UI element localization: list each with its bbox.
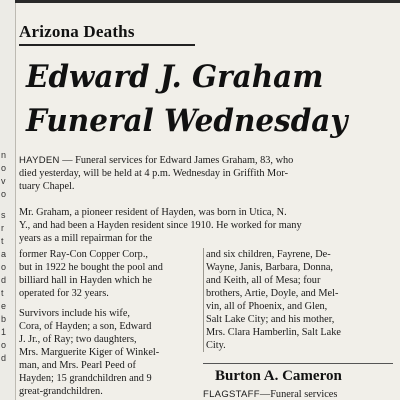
margin-fragment: n bbox=[1, 150, 7, 160]
article-line: Y., and had been a Hayden resident since 1910. He worked for many bbox=[19, 220, 302, 231]
article-paragraph-1 bbox=[19, 154, 393, 193]
margin-fragment: d bbox=[1, 275, 7, 285]
article-line: and Keith, all of Mesa; four bbox=[206, 275, 321, 286]
article-line: but in 1922 he bought the pool and bbox=[19, 262, 163, 273]
margin-fragment: s bbox=[1, 210, 6, 220]
margin-fragment: t bbox=[1, 288, 4, 298]
article-line: tuary Chapel. bbox=[19, 181, 75, 192]
headline-line-2: Funeral Wednesday bbox=[26, 103, 348, 139]
article-line: J. Jr., of Ray; two daughters, bbox=[19, 334, 137, 345]
margin-fragment: o bbox=[1, 340, 7, 350]
margin-fragment: v bbox=[1, 176, 6, 186]
article-line: Cora, of Hayden; a son, Edward bbox=[19, 321, 152, 332]
article-line bbox=[19, 154, 393, 167]
paragraph-gap bbox=[19, 300, 201, 307]
article-line: Mrs. Marguerite Kiger of Winkel- bbox=[19, 347, 160, 358]
article-line: years as a mill repairman for the bbox=[19, 233, 153, 244]
next-story-lead bbox=[203, 388, 337, 400]
article-line: great-grandchildren. bbox=[19, 386, 103, 397]
margin-fragment: o bbox=[1, 262, 7, 272]
article-line: Salt Lake City; and his mother, bbox=[206, 314, 335, 325]
right-column bbox=[203, 248, 398, 352]
margin-fragment: o bbox=[1, 163, 7, 173]
article-line: former Ray-Con Copper Corp., bbox=[19, 249, 148, 260]
article-line: Hayden; 15 grandchildren and 9 bbox=[19, 373, 152, 384]
top-rule bbox=[15, 0, 400, 3]
article-line: Survivors include his wife, bbox=[19, 308, 130, 319]
article-paragraph-2 bbox=[19, 206, 393, 245]
margin-fragment: b bbox=[1, 314, 7, 324]
article-line: died yesterday, will be held at 4 p.m. Wednesday in Griffith Mor- bbox=[19, 168, 289, 179]
article-line: vin, all of Phoenix, and Glen, bbox=[206, 301, 328, 312]
adjacent-column-margin bbox=[0, 0, 16, 400]
dateline: HAYDEN bbox=[19, 155, 60, 166]
headline-line-1: Edward J. Graham bbox=[26, 59, 324, 95]
margin-fragment: a bbox=[1, 249, 7, 259]
article-line: man, and Mrs. Pearl Peed of bbox=[19, 360, 136, 371]
article-line: Mrs. Clara Hamberlin, Salt Lake bbox=[206, 327, 341, 338]
next-story-headline: Burton A. Cameron bbox=[215, 368, 342, 384]
left-column bbox=[19, 248, 201, 398]
article-line: brothers, Artie, Doyle, and Mel- bbox=[206, 288, 339, 299]
next-story-dateline: FLAGSTAFF bbox=[203, 389, 260, 400]
margin-fragment: r bbox=[1, 223, 4, 233]
article-line: operated for 32 years. bbox=[19, 288, 109, 299]
article-line: City. bbox=[206, 340, 226, 351]
article-line: Wayne, Janis, Barbara, Donna, bbox=[206, 262, 333, 273]
article-line: and six children, Fayrene, De- bbox=[206, 249, 331, 260]
margin-fragment: d bbox=[1, 353, 7, 363]
section-kicker: Arizona Deaths bbox=[19, 22, 135, 41]
margin-fragment: e bbox=[1, 301, 7, 311]
margin-fragment: o bbox=[1, 189, 7, 199]
article-line: billiard hall in Hayden which he bbox=[19, 275, 152, 286]
margin-fragment: t bbox=[1, 236, 4, 246]
margin-fragment: 1 bbox=[1, 327, 7, 337]
article-line: Mr. Graham, a pioneer resident of Hayden, was born in Utica, N. bbox=[19, 207, 287, 218]
article-line-text: — Funeral services for Edward James Graham, 83, who bbox=[59, 155, 294, 166]
story-separator bbox=[203, 363, 393, 364]
kicker-underline bbox=[19, 44, 195, 46]
next-story-text: —Funeral services bbox=[259, 389, 338, 400]
